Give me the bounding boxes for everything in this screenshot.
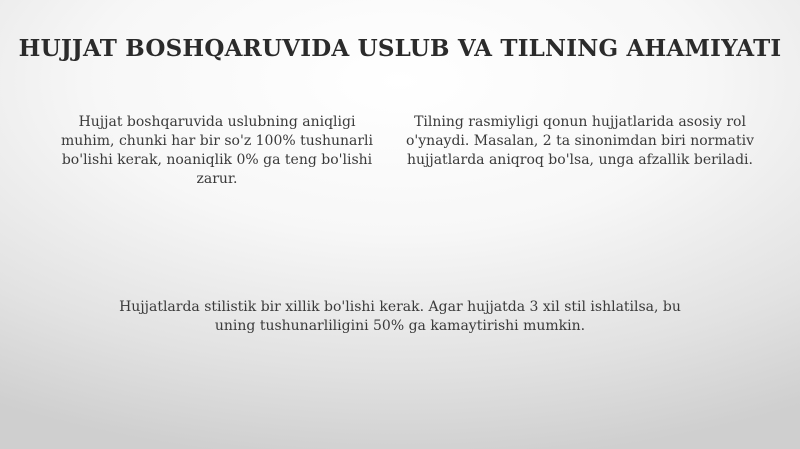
paragraph-stylistic-uniformity: Hujjatlarda stilistik bir xillik bo'lishi kerak. Agar hujjatda 3 xil stil ishlatilsa, bu uning tushunarliligini 50% ga kamaytirishi mumkin. (119, 299, 681, 334)
slide-title: HUJJAT BOSHQARUVIDA USLUB VA TILNING AHAMIYATI (18, 35, 782, 62)
paragraph-style-accuracy: Hujjat boshqaruvida uslubning aniqligi muhim, chunki har bir so'z 100% tushunarli bo'lishi kerak, noaniqlik 0% ga teng bo'lishi zarur. (61, 114, 373, 187)
paragraph-language-formality: Tilning rasmiyligi qonun hujjatlarida asosiy rol o'ynaydi. Masalan, 2 ta sinonimdan biri normativ hujjatlarda aniqroq bo'lsa, unga afzallik beriladi. (405, 114, 755, 168)
